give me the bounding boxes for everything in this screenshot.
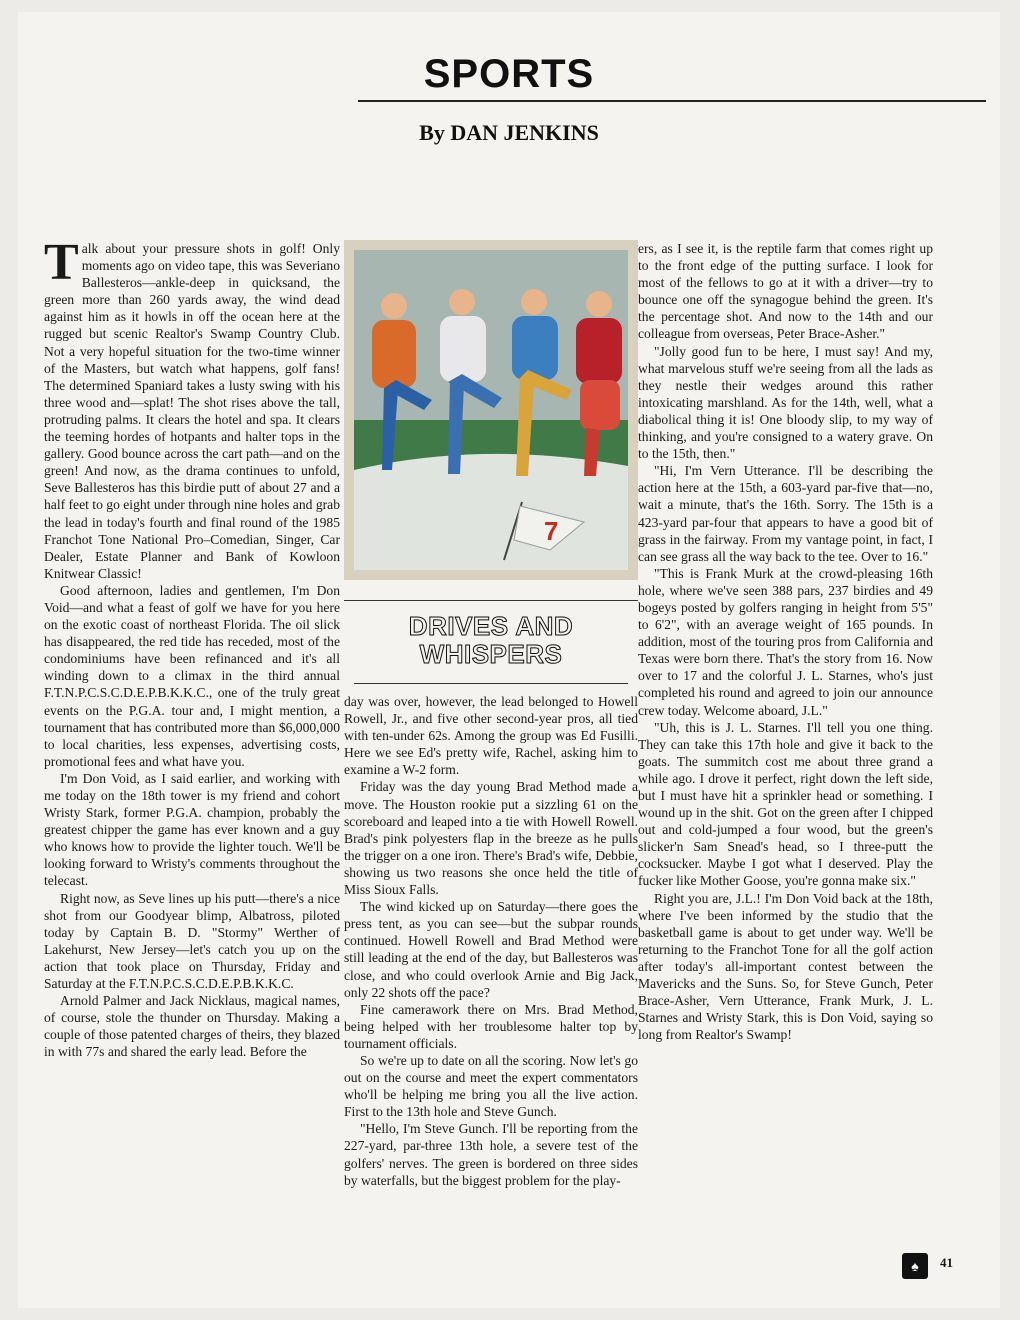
paragraph: "Jolly good fun to be here, I must say! And my, what marvelous stuff we're seeing from all the lads as they nestle their wedges around this rather intoxicating marshland. As for the 14th, well, what a diabolical thing it is! One bloody slip, to my way of thinking, and you're consigned to a watery grave. On to the 15th, then." — [638, 343, 933, 462]
rabbit-head-end-icon: ♠ — [902, 1253, 928, 1279]
title-rule-bottom — [354, 683, 628, 684]
paragraph: Good afternoon, ladies and gentlemen, I'm Don Void—and what a feast of golf we have for you here on the exotic coast of northeast Florida. The oil slick has disappeared, the red tide has receded, most of the condominiums have been refinanced and it's all winding down to a climax in the third annual F.T.N.P.C.S.C.D.E.P.B.K.K.C., one of the truly great events on the P.G.A. tour and, I might mention, a tournament that has contributed more than $6,000,000 to local charities, less expenses, advertising costs, promotional fees and what have you. — [44, 582, 340, 769]
article-column-1 — [44, 234, 340, 1061]
paragraph: "Hello, I'm Steve Gunch. I'll be reporting from the 227-yard, par-three 13th hole, a severe test of the golfers' nerves. The green is bordered on three sides by waterfalls, but the biggest problem for the play- — [344, 1121, 638, 1188]
page-number: 41 — [940, 1255, 953, 1270]
paragraph: day was over, however, the lead belonged to Howell Rowell, Jr., and five other second-year pros, all tied with ten-under 62s. Among the group was Ed Fusilli. Here we see Ed's pretty wife, Rachel, asking him to examine a W-2 form. — [344, 694, 638, 778]
paragraph: "Uh, this is J. L. Starnes. I'll tell you one thing. They can take this 17th hole and give it back to the goats. The summitch cost me about three grand a while ago. I drove it perfect, right down the left side, but I must have hit a sprinkler head or something. I wound up in the shit. Got on the green after I chipped out and cold-jumped a four wood, but the green's slicker'n Sam Snead's head, so I three-putt the cocksucker. Maybe I got what I deserved. Play the fucker like Mother Goose, you're gonna make six." — [638, 719, 933, 889]
paragraph: "Hi, I'm Vern Utterance. I'll be describing the action here at the 15th, a 603-yard par-five that—no, wait a minute, that's the 16th. Sorry. The 15th is a 423-yard par-four that appears to have a good bit of grass in the fairway. From my vantage point, in fact, I can see grass all the way back to the tee. Over to 16." — [638, 463, 933, 564]
paragraph: "This is Frank Murk at the crowd-pleasing 16th hole, where we've seen 388 pars, 237 birdies and 49 bogeys posted by golfers ranging in height from 5'5" to 6'2", with an average weight of 165 pounds. In addition, most of the touring pros from California and Texas were born there. That's the story from 16. Now over to 17 and the colorful J. L. Starnes, who's just completed his round and agreed to join our announce crew today. Welcome aboard, J.L." — [638, 565, 933, 718]
article-column-2 — [344, 693, 638, 1189]
header-rule — [358, 100, 986, 102]
article-subtitle: DRIVES AND WHISPERS — [408, 611, 574, 669]
flag-number: 7 — [544, 516, 559, 546]
paragraph: Right you are, J.L.! I'm Don Void back at the 18th, where I've been informed by the studio that the basketball game is about to get under way. We'll be returning to the Franchot Tone for all the golf action after today's all-important contest between the Mavericks and the Suns. So, for Steve Gunch, Peter Brace-Asher, Vern Utterance, Frank Murk, J. L. Starnes and Wristy Stark, this is Don Void, saying so long from Realtor's Swamp! — [638, 890, 933, 1043]
paragraph: Talk about your pressure shots in golf! Only moments ago on video tape, this was Severiano Ballesteros—ankle-deep in quicksand, the green more than 260 yards away, the wind dead against him as it howls in off the ocean here at the rugged but scenic Realtor's Swamp Country Club. Not a very hopeful situation for the two-time winner of the Masters, but watch what happens, golf fans! The determined Spaniard takes a lusty swing with his three wood and—splat! The shot rises above the tall, protruding palms. It clears the hotel and spa. It clears the teeming hordes of hotpants and halter tops in the gallery. Good bounce across the cart path—and on the green! And now, as the drama continues to unfold, Seve Ballesteros has this birdie putt of about 27 and a half feet to go eight under through nine holes and grab the lead in today's fourth and final round of the 1985 Franchot Tone National Pro–Comedian, Singer, Car Dealer, Estate Planner and Bank of Kowloon Knitwear Classic! — [44, 234, 340, 581]
paragraph: Arnold Palmer and Jack Nicklaus, magical names, of course, stole the thunder on Thursday. Making a couple of those patented charges of theirs, they blazed in with 77s and shared the early lead. Before the — [44, 993, 340, 1060]
paragraph: ers, as I see it, is the reptile farm that comes right up to the front edge of the putting surface. I look for most of the fellows to go at it with a driver—try to bounce one off the synagogue behind the green. It's the percentage shot. And now to the 14th and our colleague from overseas, Peter Brace-Asher." — [638, 241, 933, 342]
drop-cap: T — [44, 234, 79, 291]
article-column-3 — [638, 240, 933, 1043]
paragraph: Right now, as Seve lines up his putt—there's a nice shot from our Goodyear blimp, Albatross, piloted today by Captain B. D. "Stormy" Werther of Lakehurst, New Jersey—let's catch you up on the action that took place on Thursday, Friday and Saturday at the F.T.N.P.C.S.C.D.E.P.B.K.K.C. — [44, 890, 340, 992]
title-rule-top — [344, 600, 638, 601]
paragraph: So we're up to date on all the scoring. Now let's go out on the course and meet the expert commentators who'll be helping me bring you all the live action. First to the 13th hole and Steve Gunch. — [344, 1052, 638, 1120]
paragraph: The wind kicked up on Saturday—there goes the press tent, as you can see—but the subpar rounds continued. Howell Rowell and Brad Method were still leading at the end of the day, but Ballesteros was close, and who could overlook Arnie and Big Jack, only 22 shots off the pace? — [344, 899, 638, 1000]
paragraph: I'm Don Void, as I said earlier, and working with me today on the 18th tower is my friend and cohort Wristy Stark, former P.G.A. champion, probably the greatest chipper the game has ever known and a guy who knows how to provide the lighter touch. We'll be looking forward to Wristy's comments throughout the telecast. — [44, 770, 340, 889]
golfers-illustration — [344, 240, 638, 580]
byline: By DAN JENKINS — [419, 120, 599, 145]
section-title: SPORTS — [423, 52, 595, 96]
paragraph: Friday was the day young Brad Method made a move. The Houston rookie put a sizzling 61 on the scoreboard and leaped into a tie with Howell Rowell. Brad's pink polyesters flap in the breeze as he pulls the trigger on a one iron. There's Brad's wife, Debbie, showing us two reasons she once held the title of Miss Sioux Falls. — [344, 779, 638, 898]
paragraph: Fine camerawork there on Mrs. Brad Method, being helped with her troublesome halter top by tournament officials. — [344, 1001, 638, 1051]
